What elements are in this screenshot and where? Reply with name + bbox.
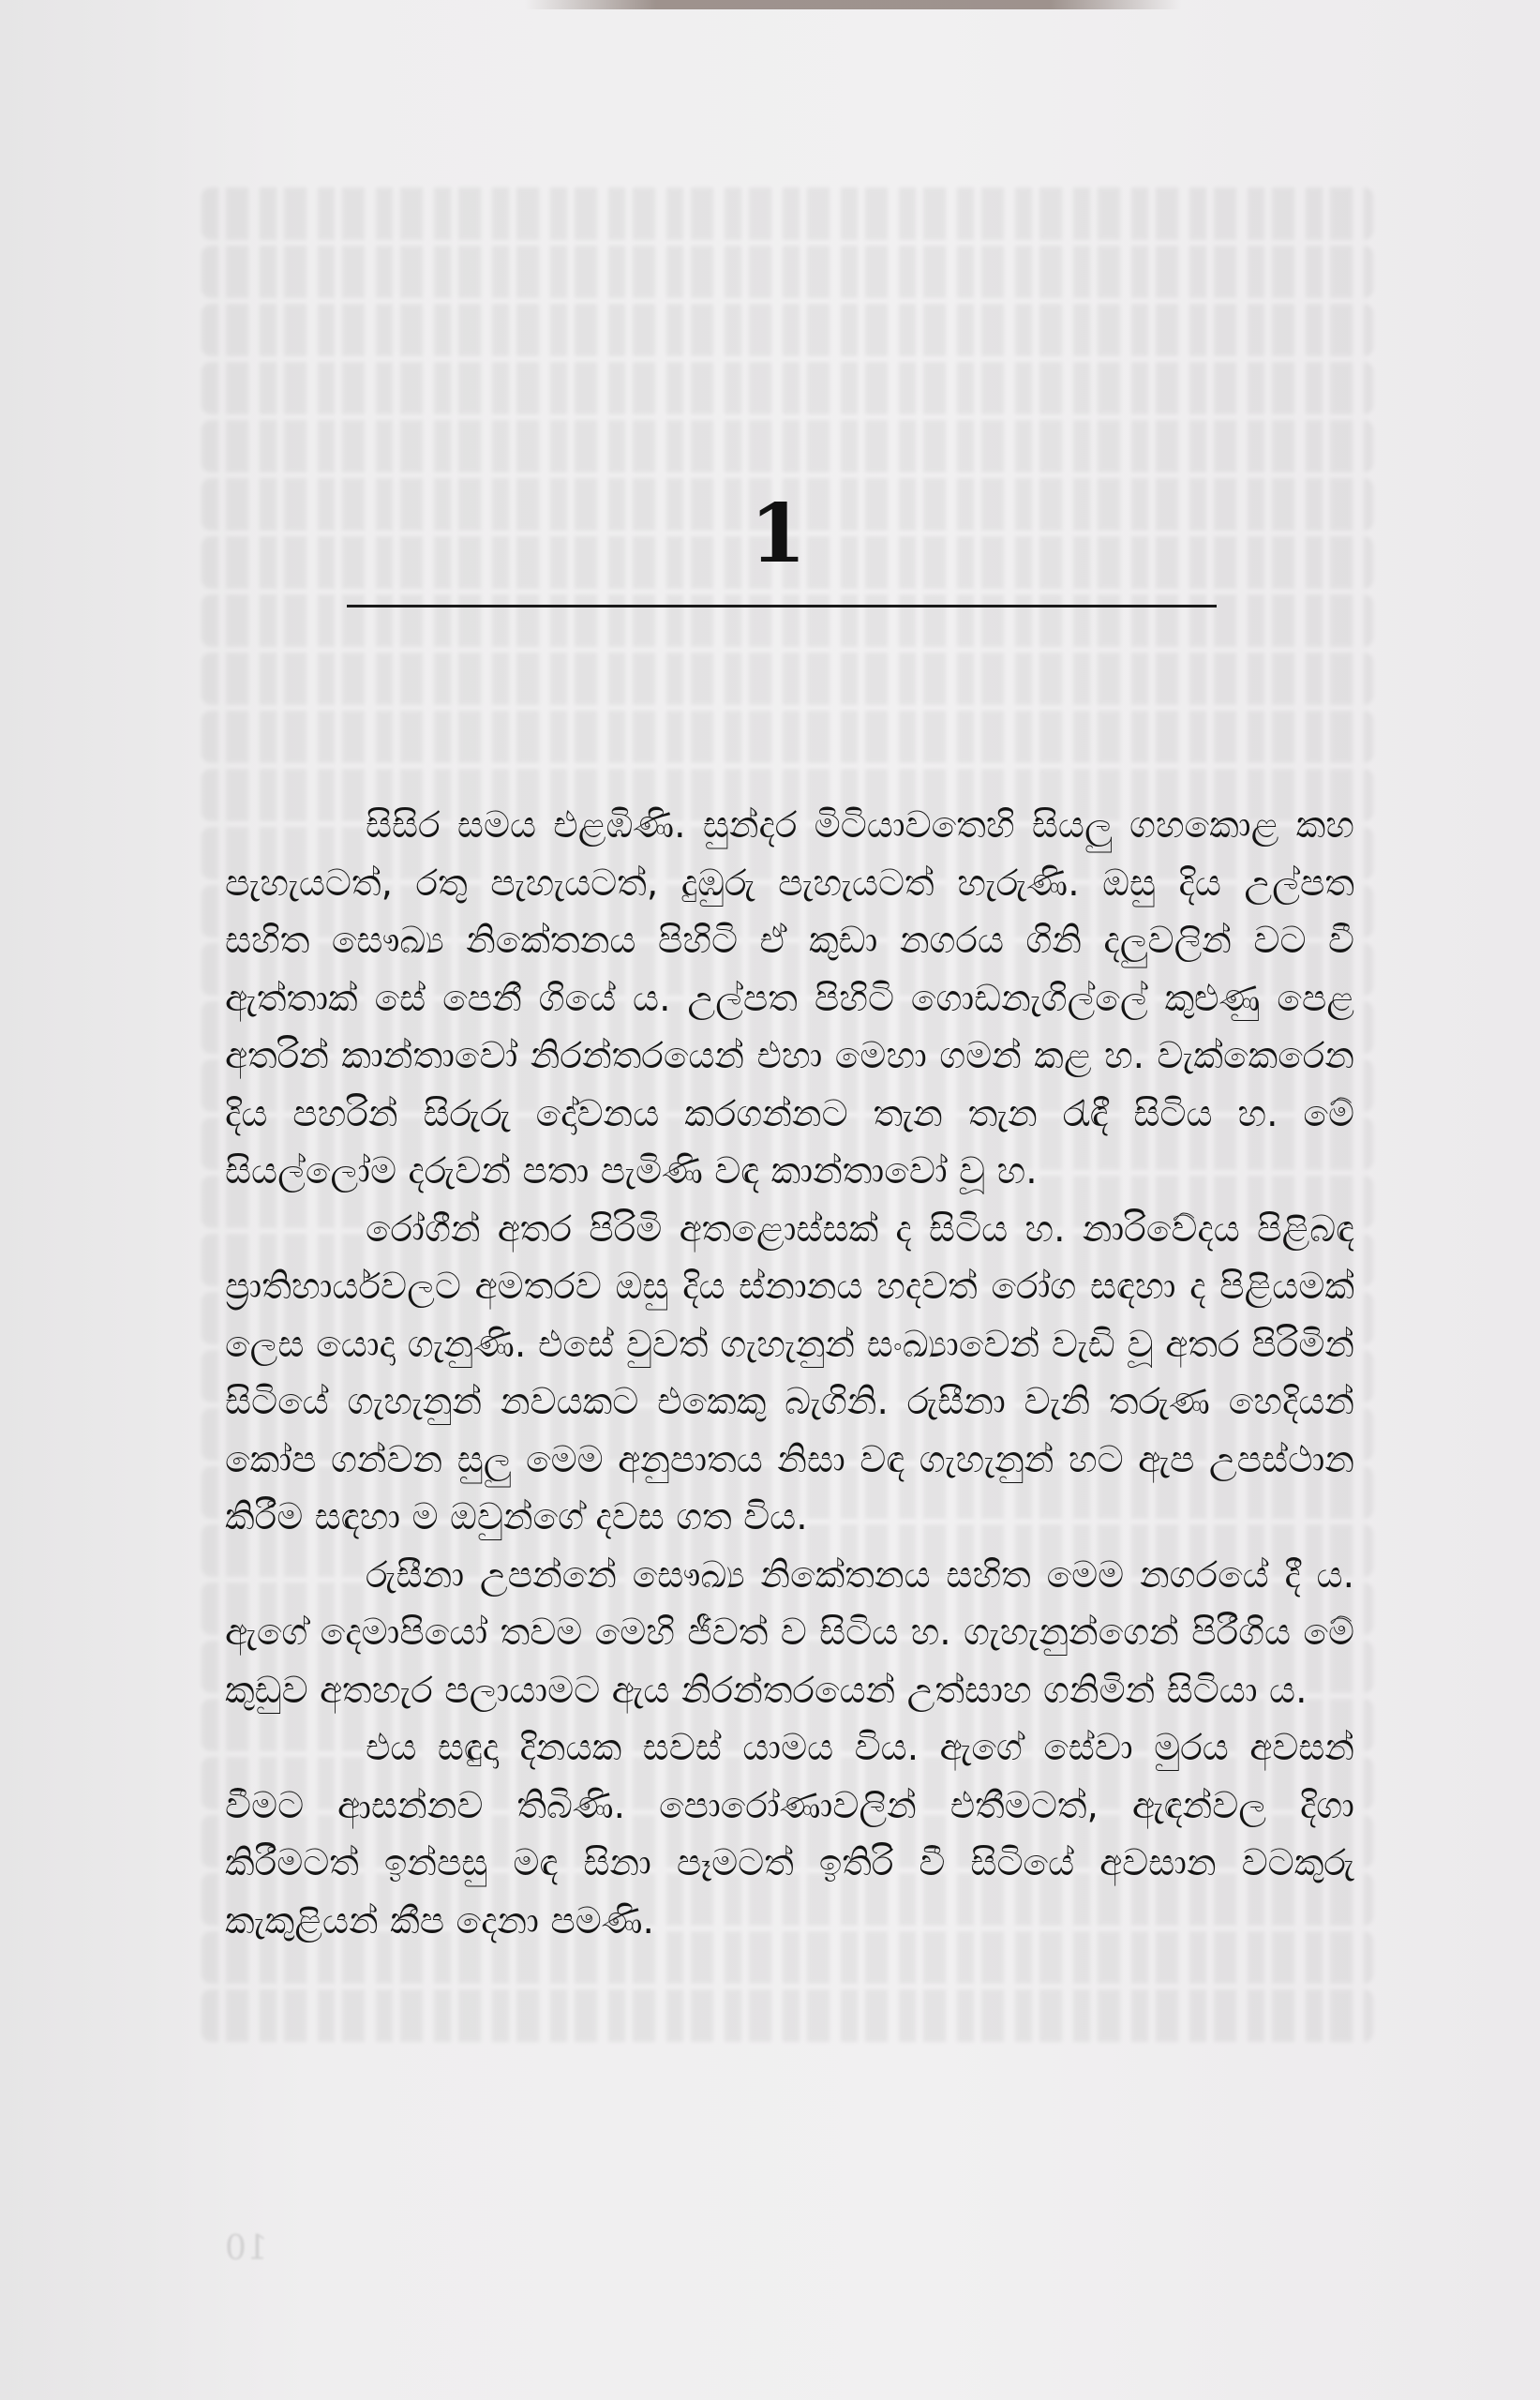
- bleed-through-page-number: 10: [225, 2229, 268, 2268]
- paragraph-1: සිසිර සමය එළඹිණි. සුන්දර මිටියාවතෙහි සියලු ගහකොළ කහ පැහැයටත්, රතු පැහැයටත්, දුඹුරු පැහැයටත් හැරුණි. ඔසු දිය උල්පත සහිත සෞඛ්‍ය නිකේතනය පිහිටි ඒ කුඩා නගරය ගිනි දලුවලින් වට වී ඇත්තාක් සේ පෙනී ගියේ ය. උල්පත පිහිටි ගොඩනැගිල්ලේ කුළුණු පෙළ අතරින් කාන්තාවෝ නිරන්තරයෙන් එහා මෙහා ගමන් කළ හ. වැක්කෙරෙන දිය පහරින් සිරුරු දෝවනය කරගන්නට තැන තැන රැඳී සිටිය හ. මේ සියල්ලෝම දරුවන් පතා පැමිණි වඳ කාන්තාවෝ වූ හ.: [225, 804, 1354, 1192]
- page-top-edge-shadow: [525, 0, 1181, 9]
- chapter-number: 1: [750, 487, 806, 581]
- paragraph-3: රුසීනා උපන්නේ සෞඛ්‍ය නිකේතනය සහිත මෙම නගරයේ දී ය. ඇගේ දෙමාපියෝ තවම මෙහි ජීවත් ව සිටිය හ. ගැහැනුන්ගෙන් පිරීගිය මේ කුඩුව අතහැර පලායාමට ඇය නිරන්තරයෙන් උත්සාහ ගනිමින් සිටියා ය.: [225, 1553, 1354, 1712]
- paragraph-4: එය සඳුදා දිනයක සවස් යාමය විය. ඇගේ සේවා මුරය අවසන් වීමට ආසන්නව තිබිණි. පොරෝණාවලින් එතීමටත්, ඇඳන්වල දිගා කිරීමටත් ඉන්පසු මඳ සිනා පෑමටත් ඉතිරි වී සිටියේ අවසාන වටකුරු කැකුළියන් කීප දෙනා පමණි.: [225, 1727, 1354, 1942]
- chapter-underline-rule: [347, 605, 1217, 608]
- chapter-body: [225, 797, 1354, 1950]
- paragraph-2: රෝගීන් අතර පිරිමි අතළොස්සක් ද සිටිය හ. නාරිවේදය පිළිබඳ ප්‍රාතිහාර්යවලට අමතරව ඔසු දිය ස්නානය හදවත් රෝග සඳහා ද පිළියමක් ලෙස යොදා ගැනුණි. එසේ වුවත් ගැහැනුන් සංඛ්‍යාවෙන් වැඩි වූ අතර පිරිමින් සිටියේ ගැහැනුන් නවයකට එකෙකු බැගිනි. රුසීනා වැනි තරුණ හෙදියන් කෝප ගන්වන සුලු මෙම අනුපාතය නිසා වඳ ගැහැනුන් හට ඇප උපස්ථාන කිරීම සඳහා ම ඔවුන්ගේ දවස ගත විය.: [225, 1208, 1354, 1538]
